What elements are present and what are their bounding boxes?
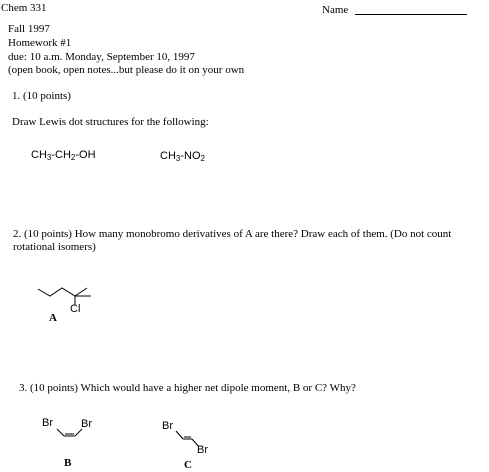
due-date: due: 10 a.m. Monday, September 10, 1997 [8, 51, 195, 63]
compound-c-label: C [184, 459, 192, 471]
formula-part: -CH [51, 149, 71, 161]
term: Fall 1997 [8, 23, 50, 35]
compound-c-bromine-bottom: Br [197, 444, 208, 456]
formula-subscript: 3 [175, 154, 181, 163]
formula-part: -OH [75, 149, 96, 161]
q2-text-line2: rotational isomers) [13, 241, 96, 253]
compound-a-chlorine: Cl [70, 303, 81, 315]
instructions-note: (open book, open notes...but please do it on your own [8, 64, 245, 76]
q3-text: 3. (10 points) Which would have a higher net dipole moment, B or C? Why? [19, 382, 356, 394]
compound-a-label: A [49, 312, 57, 324]
formula-part: -NO [180, 150, 201, 162]
compound-b-bond-right [75, 429, 82, 436]
homework-number: Homework #1 [8, 37, 72, 49]
q1-heading: 1. (10 points) [12, 90, 71, 102]
course-title: Chem 331 [1, 2, 47, 14]
formula-part: CH [31, 149, 47, 161]
compound-a-skeleton [38, 288, 87, 296]
formula-subscript: 2 [70, 153, 76, 162]
q2-text-line1: 2. (10 points) How many monobromo derivatives of A are there? Draw each of them. (Do not count [13, 228, 452, 240]
compound-b-bond-left [57, 429, 64, 436]
formula-subscript: 2 [200, 154, 205, 163]
compound-c-bond-top [176, 431, 183, 439]
formula-part: CH [160, 150, 176, 162]
name-label: Name [322, 4, 349, 16]
formula-subscript: 3 [46, 153, 52, 162]
compound-b-label: B [64, 457, 72, 469]
q1-prompt: Draw Lewis dot structures for the following: [12, 116, 209, 128]
compound-c-bromine-top: Br [162, 420, 173, 432]
compound-b-bromine-left: Br [42, 417, 53, 429]
compound-b-bromine-right: Br [81, 418, 92, 430]
